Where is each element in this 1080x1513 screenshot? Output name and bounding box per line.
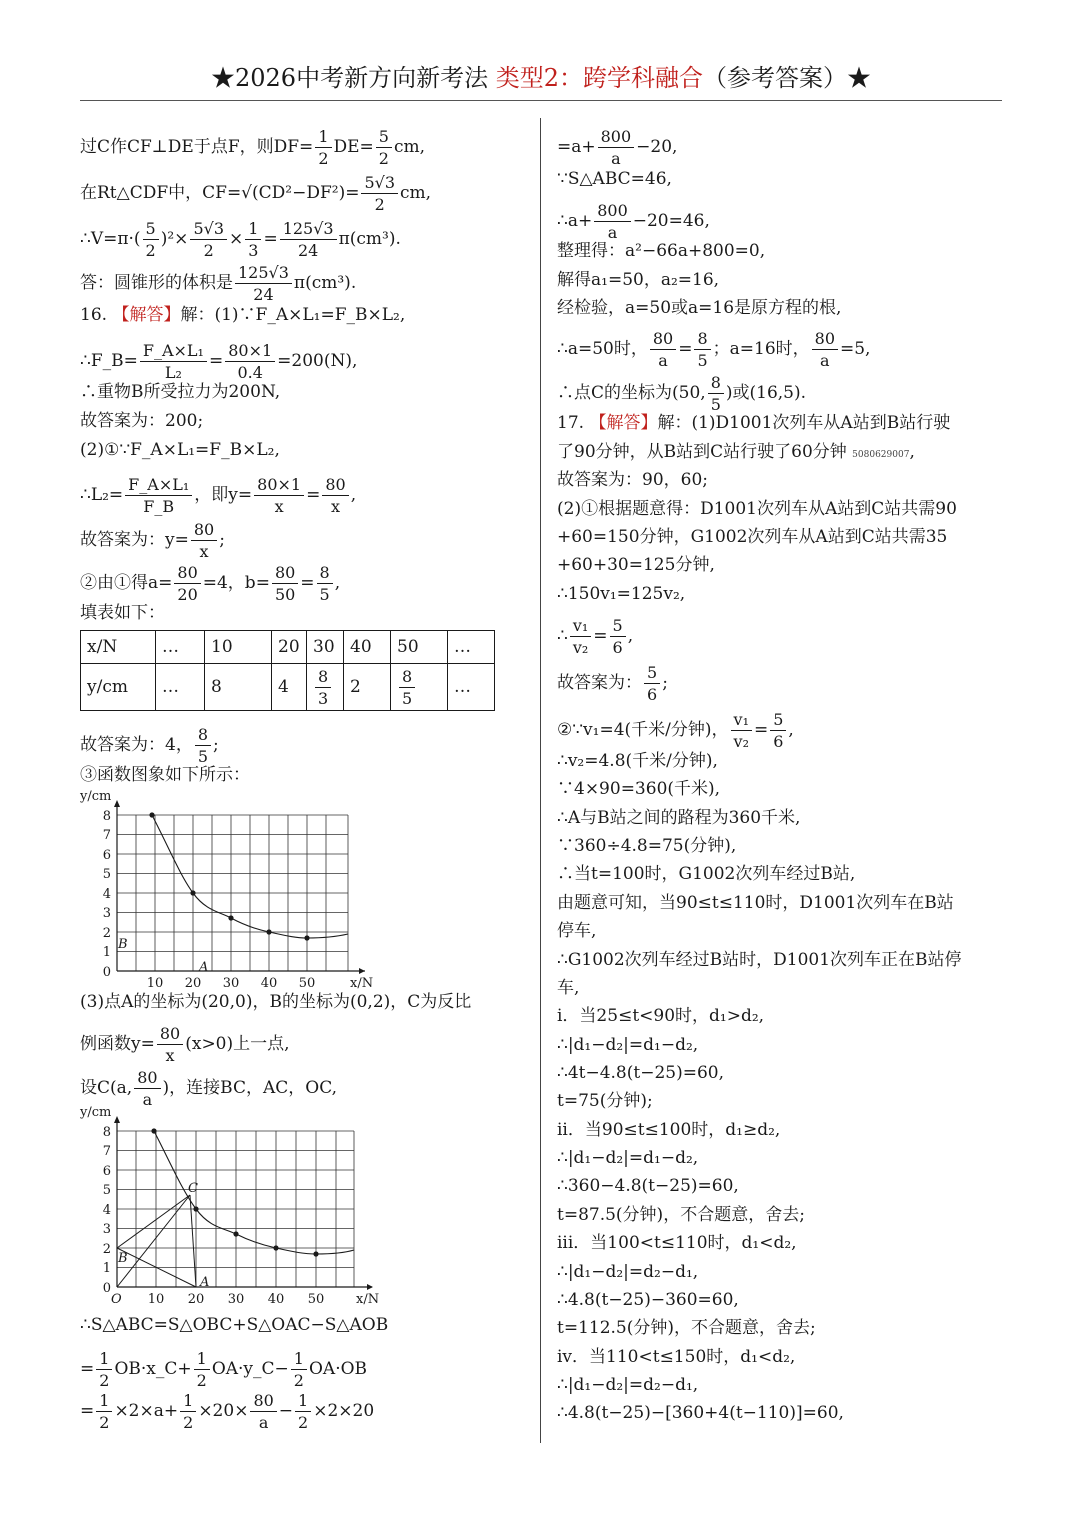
function-graph-1 [80,789,374,991]
line: iii．当100<t≤110时，d₁<d₂, [557,1233,797,1253]
line: 了90分钟，从B站到C站行驶了60分钟 5080629007, [557,442,915,462]
table-cell: $\frac{8}{5}$ [391,664,448,711]
svg-text:3: 3 [102,1222,111,1237]
line: 停车, [557,921,597,941]
table-cell: … [156,664,205,711]
line: =a+ $\frac{800}{a}$ −20, [557,127,678,168]
line: 答：圆锥形的体积是 $\frac{125√3}{24}$ π(cm³). [80,263,357,304]
svg-text:6: 6 [102,848,111,863]
line: 车, [557,978,580,998]
line: ∴重物B所受拉力为200N, [80,382,281,402]
svg-text:7: 7 [102,1144,111,1159]
line: ∴|d₁−d₂|=d₂−d₁, [557,1262,699,1282]
svg-text:40: 40 [267,1292,285,1307]
line: (3)点A的坐标为(20,0)，B的坐标为(0,2)，C为反比 [80,992,472,1012]
line: ②由①得a= $\frac{80}{20}$ =4，b= $\frac{80}{50}$ = $\frac{8}{5}$ , [80,563,341,604]
line: 例函数y= $\frac{80}{x}$ (x>0)上一点, [80,1024,290,1065]
svg-text:A: A [199,960,209,975]
table-cell: 8 [205,664,272,711]
table-cell: … [156,631,205,664]
line: 在Rt△CDF中，CF=√(CD²−DF²)= $\frac{5√3}{2}$ cm, [80,173,432,214]
svg-text:10: 10 [147,1292,165,1307]
line: t=75(分钟); [557,1091,653,1111]
table-cell: x/N [81,631,156,664]
table-cell: 4 [272,664,307,711]
line: 故答案为：200; [80,411,204,431]
svg-text:50: 50 [307,1292,325,1307]
svg-text:4: 4 [102,1203,111,1218]
svg-text:1: 1 [102,1261,111,1276]
svg-text:6: 6 [102,1164,111,1179]
line: ∴G1002次列车经过B站时，D1001次列车正在B站停 [557,950,962,970]
line: ∵360÷4.8=75(分钟), [557,836,737,856]
line: ∴|d₁−d₂|=d₂−d₁, [557,1375,699,1395]
line: 整理得：a²−66a+800=0, [557,241,766,261]
line: ∴4.8(t−25)−[360+4(t−110)]=60, [557,1403,844,1423]
line: ∴当t=100时，G1002次列车经过B站, [557,864,856,884]
line: 故答案为：90，60; [557,470,708,490]
line: 由题意可知，当90≤t≤110时，D1001次列车在B站 [557,893,954,913]
svg-text:3: 3 [102,906,111,921]
line: ∴360−4.8(t−25)=60, [557,1176,739,1196]
svg-text:2: 2 [102,1242,111,1257]
line: = $\frac{1}{2}$ OB·x_C+ $\frac{1}{2}$ OA·y_C− $\frac{1}{2}$ OA·OB [80,1349,368,1390]
table-row [81,664,495,711]
line: ∴点C的坐标为(50, $\frac{8}{5}$ )或(16,5). [557,373,807,414]
line: (2)①∵F_A×L₁=F_B×L₂, [80,440,280,460]
table-cell: 2 [344,664,391,711]
line: +60=150分钟，G1002次列车从A站到C站共需35 [557,527,948,547]
line: 故答案为：4， $\frac{8}{5}$ ; [80,725,219,766]
svg-text:7: 7 [102,828,111,843]
table-cell: 40 [344,631,391,664]
line: ∴a+ $\frac{800}{a}$ −20=46, [557,201,710,242]
line: 解得a₁=50，a₂=16, [557,270,720,290]
value-table [80,630,495,711]
svg-text:30: 30 [227,1292,245,1307]
line: ③函数图象如下所示： [80,765,250,785]
svg-text:5: 5 [102,867,111,882]
line: ∴|d₁−d₂|=d₁−d₂, [557,1148,699,1168]
header-suffix: （参考答案）★ [703,64,871,92]
column-divider [540,118,541,1443]
line: 设C(a, $\frac{80}{a}$ )，连接BC，AC，OC, [80,1068,338,1109]
line: (2)①根据题意得：D1001次列车从A站到C站共需90 [557,499,957,519]
line: ∴150v₁=125v₂, [557,584,686,604]
line: ∴4t−4.8(t−25)=60, [557,1063,724,1083]
line: ∴F_B= $\frac{\text{F\_A×L₁}}{\text{L₂}}$ = $\frac{80\times 1}{0.4}$ =200(N), [80,341,358,382]
table-cell: $\frac{8}{3}$ [307,664,344,711]
svg-text:30: 30 [222,976,240,991]
line: ∴v₂=4.8(千米/分钟), [557,751,718,771]
header-type: 类型2：跨学科融合 [495,64,703,92]
line: ∴|d₁−d₂|=d₁−d₂, [557,1035,699,1055]
table-cell: … [448,631,495,664]
svg-text:0: 0 [102,1281,111,1296]
line: ∴A与B站之间的路程为360千米, [557,808,801,828]
svg-text:B: B [118,1251,128,1266]
table-cell: y/cm [81,664,156,711]
svg-text:20: 20 [184,976,202,991]
svg-text:y/cm: y/cm [80,789,112,804]
line: ∴S△ABC=S△OBC+S△OAC−S△AOB [80,1315,389,1335]
line: iv．当110<t≤150时，d₁<d₂, [557,1347,796,1367]
line: ∴a=50时， $\frac{80}{a}$ = $\frac{8}{5}$ ；a=16时， $\frac{80}{a}$ =5, [557,329,871,370]
line: ∵S△ABC=46, [557,169,672,189]
svg-text:8: 8 [102,1125,111,1140]
svg-text:C: C [188,1181,198,1196]
line: i．当25≤t<90时，d₁>d₂, [557,1006,765,1026]
line: 故答案为： $\frac{5}{6}$ ; [557,663,668,704]
function-graph-2 [80,1106,380,1306]
table-cell: 30 [307,631,344,664]
svg-text:5: 5 [102,1183,111,1198]
svg-text:0: 0 [102,965,111,980]
svg-text:8: 8 [102,809,111,824]
line: 经检验，a=50或a=16是原方程的根, [557,298,842,318]
svg-text:50: 50 [298,976,316,991]
line: ∵4×90=360(千米), [557,779,721,799]
svg-text:B: B [118,937,128,952]
line: = $\frac{1}{2}$ ×2×a+ $\frac{1}{2}$ ×20× $\frac{80}{a}$ − $\frac{1}{2}$ ×2×20 [80,1391,375,1432]
line: ∴ $\frac{\text{v₁}}{\text{v₂}}$ = $\frac{5}{6}$ , [557,616,634,657]
line: 故答案为：y= $\frac{80}{x}$ ; [80,520,225,561]
header-rule [80,100,1002,101]
table-cell: 10 [205,631,272,664]
svg-text:y/cm: y/cm [80,1105,112,1120]
line: t=87.5(分钟)，不合题意，舍去; [557,1205,805,1225]
line: t=112.5(分钟)，不合题意，舍去; [557,1318,816,1338]
table-row [81,631,495,664]
page-header [80,58,1002,98]
line: ∴V=π·( $\frac{5}{2}$ )²× $\frac{5√3}{2}$ × $\frac{1}{3}$ = $\frac{125√3}{24}$ π(cm³). [80,219,401,260]
svg-text:A: A [200,1275,210,1290]
line: ∴L₂= $\frac{\text{F\_A×L₁}}{F\_B}$ ，即y= $\frac{80\times 1}{x}$ = $\frac{80}{x}$ , [80,475,357,516]
line: 16. 【解答】解：(1)∵F_A×L₁=F_B×L₂, [80,305,406,325]
line: ②∵v₁=4(千米/分钟)， $\frac{\text{v₁}}{\text{v₂}}$ = $\frac{5}{6}$ , [557,710,794,751]
svg-text:2: 2 [102,926,111,941]
line: 17. 【解答】解：(1)D1001次列车从A站到B站行驶 [557,413,951,433]
svg-text:4: 4 [102,887,111,902]
svg-text:20: 20 [187,1292,205,1307]
table-cell: 50 [391,631,448,664]
svg-text:40: 40 [260,976,278,991]
line: 填表如下： [80,603,165,623]
svg-text:O: O [111,1292,122,1307]
line: ii．当90≤t≤100时，d₁≥d₂, [557,1120,781,1140]
header-title: ★2026中考新方向新考法 [211,64,489,92]
svg-text:10: 10 [146,976,164,991]
svg-text:x/N: x/N [350,976,374,991]
table-cell: … [448,664,495,711]
line: +60+30=125分钟, [557,555,715,575]
table-cell: 20 [272,631,307,664]
line: 过C作CF⊥DE于点F，则DF= $\frac{1}{2}$ DE= $\frac{5}{2}$ cm, [80,127,426,168]
line: ∴4.8(t−25)−360=60, [557,1290,739,1310]
svg-text:1: 1 [102,945,111,960]
svg-text:x/N: x/N [356,1292,380,1307]
